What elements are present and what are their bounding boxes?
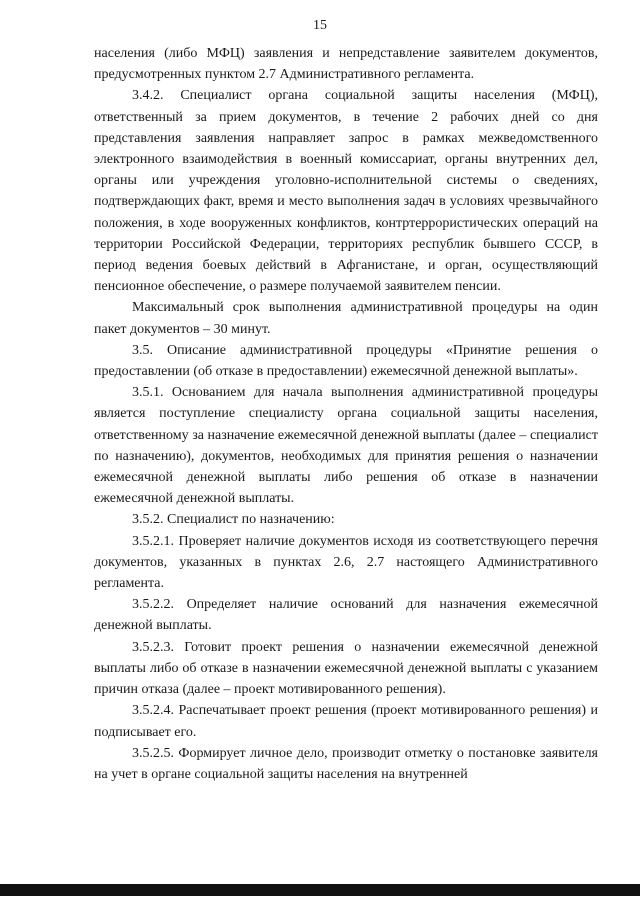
paragraph-3-5-2-1: 3.5.2.1. Проверяет наличие документов исходя из соответствующего перечня документов, указанных в пунктах 2.6, 2.7 настоящего Административного регламента. [94, 533, 598, 592]
paragraph-3-5-2-2: 3.5.2.2. Определяет наличие оснований для назначения ежемесячной денежной выплаты. [94, 597, 598, 634]
paragraph-max-term: Максимальный срок выполнения административной процедуры на один пакет документов – 30 минут. [94, 300, 598, 337]
page-number: 15 [313, 18, 327, 33]
paragraph-3-5-1: 3.5.1. Основанием для начала выполнения административной процедуры является поступление специалисту органа социальной защиты населения, ответственному за назначение ежемесячной денежной выплаты (далее – специалист по назначению), документов, необходимых для принятия решения о назначении ежемесячной денежной выплаты либо решения об отказе в назначении ежемесячной денежной выплаты. [94, 385, 598, 507]
paragraph-3-5-2-4: 3.5.2.4. Распечатывает проект решения (проект мотивированного решения) и подписывает его. [94, 703, 598, 740]
document-body [94, 43, 598, 785]
paragraph-3-5-2-3: 3.5.2.3. Готовит проект решения о назначении ежемесячной денежной выплаты либо об отказе в назначении ежемесячной денежной выплаты с указанием причин отказа (далее – проект мотивированного решения). [94, 639, 598, 698]
paragraph-continuation: населения (либо МФЦ) заявления и непредставление заявителем документов, предусмотренных пунктом 2.7 Административного регламента. [94, 46, 598, 83]
scan-border-bar [0, 884, 640, 896]
paragraph-3-4-2: 3.4.2. Специалист органа социальной защиты населения (МФЦ), ответственный за прием документов, в течение 2 рабочих дней со дня представления заявления направляет запрос в рамках межведомственного электронного взаимодействия в военный комиссариат, органы внутренних дел, органы или учреждения уголовно-исполнительной системы о сведениях, подтверждающих факт, время и место выполнения задач в условиях чрезвычайного положения, в ходе вооруженных конфликтов, контртеррористических операций на территории Российской Федерации, территориях республик бывшего СССР, в период ведения боевых действий в Афганистане, и орган, осуществляющий пенсионное обеспечение, о размере получаемой заявителем пенсии. [94, 88, 598, 295]
paragraph-3-5: 3.5. Описание административной процедуры «Принятие решения о предоставлении (об отказе в предоставлении) ежемесячной денежной выплаты». [94, 342, 598, 380]
paragraph-3-5-2: 3.5.2. Специалист по назначению: [132, 512, 335, 528]
paragraph-3-5-2-5: 3.5.2.5. Формирует личное дело, производит отметку о постановке заявителя на учет в органе социальной защиты населения на внутренней [94, 745, 598, 782]
